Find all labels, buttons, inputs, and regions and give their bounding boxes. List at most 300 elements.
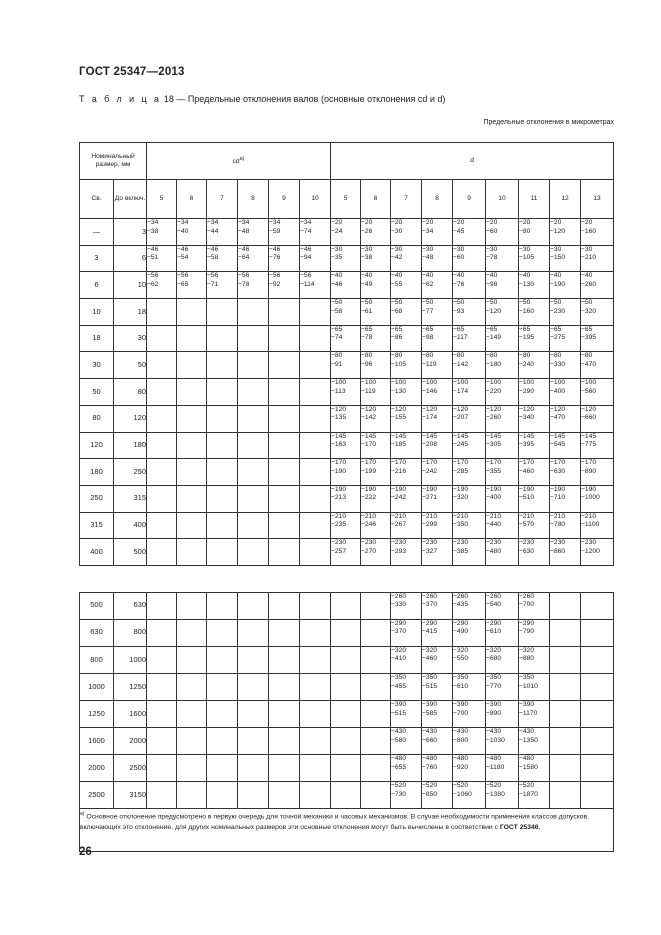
cd-value-cell [300,755,331,782]
quality-cd-7: 7 [207,180,238,219]
d-value-cell: −230 −480 [486,539,519,566]
d-value-cell: −320 −550 [453,646,486,673]
d-value-cell [361,673,391,700]
d-value-cell: −480 −920 [453,755,486,782]
d-value-cell: −30 −48 [422,245,453,272]
d-value-cell: −50 −68 [391,299,422,326]
table-row [80,272,614,299]
d-value-cell: −230 −293 [391,539,422,566]
d-value-cell: −210 −246 [361,512,391,539]
cd-value-cell [269,432,300,459]
d-value-cell: −80 −470 [581,352,614,379]
cd-value-cell [147,755,177,782]
d-value-cell: −65 −98 [422,325,453,352]
cd-value-cell [147,405,177,432]
cd-value-cell [147,432,177,459]
cd-value-cell [238,701,269,728]
d-value-cell: −390 −890 [486,701,519,728]
cd-value-cell [269,299,300,326]
size-from-cell: 6 [80,272,114,299]
size-to-cell: 400 [114,512,147,539]
d-value-cell: −30 −105 [519,245,550,272]
quality-d-5: 5 [331,180,361,219]
d-value-cell: −170 −242 [422,459,453,486]
cd-value-cell [238,728,269,755]
d-value-cell: −260 −435 [453,592,486,619]
d-value-cell: −50 −61 [361,299,391,326]
d-value-cell: −520 −850 [422,782,453,809]
d-value-cell: −65 −74 [331,325,361,352]
table-row [80,485,614,512]
d-value-cell: −190 −710 [550,485,581,512]
d-value-cell [331,782,361,809]
cd-value-cell [147,485,177,512]
cd-value-cell [300,782,331,809]
d-value-cell [550,646,581,673]
d-value-cell: −170 −630 [550,459,581,486]
d-value-cell: −230 −270 [361,539,391,566]
table-caption-prefix: Т а б л и ц а [79,94,162,104]
cd-value-cell [300,352,331,379]
d-value-cell [550,755,581,782]
d-value-cell: −120 −135 [331,405,361,432]
d-value-cell: −80 −105 [391,352,422,379]
cd-value-cell [207,782,238,809]
d-value-cell: −100 −119 [361,379,391,406]
d-value-cell: −120 −174 [422,405,453,432]
footnote-reference: ГОСТ 25346 [499,823,539,831]
cd-value-cell [147,701,177,728]
d-value-cell: −260 −370 [422,592,453,619]
d-value-cell: −170 −890 [581,459,614,486]
d-value-cell [581,592,614,619]
quality-d-10: 10 [486,180,519,219]
cd-value-cell [207,673,238,700]
d-value-cell [361,646,391,673]
table-row [80,405,614,432]
cd-value-cell [238,485,269,512]
d-value-cell: −50 −93 [453,299,486,326]
cd-value-cell [177,432,207,459]
cd-value-cell [269,755,300,782]
cd-value-cell [177,755,207,782]
cd-value-cell [238,673,269,700]
d-value-cell: −230 −327 [422,539,453,566]
d-value-cell: −260 −330 [391,592,422,619]
size-from-cell: 500 [80,592,114,619]
d-value-cell: −320 −680 [486,646,519,673]
cd-value-cell [177,701,207,728]
cd-value-cell [269,782,300,809]
d-value-cell: −430 −580 [391,728,422,755]
cd-value-cell [207,299,238,326]
d-value-cell: −30 −38 [361,245,391,272]
d-value-cell: −210 −570 [519,512,550,539]
d-value-cell: −145 −185 [391,432,422,459]
d-value-cell [331,646,361,673]
table-row [80,352,614,379]
d-value-cell: −190 −271 [422,485,453,512]
cd-value-cell [207,352,238,379]
d-value-cell: −20 −60 [486,219,519,246]
table-gap-row [80,565,614,592]
d-value-cell: −30 −42 [391,245,422,272]
nominal-size-header: Номинальный размер, мм [80,143,147,180]
table-body-upper [80,219,614,566]
to-header: До включ. [114,180,147,219]
page-number: 26 [79,846,92,858]
d-value-cell: −40 −130 [519,272,550,299]
size-to-cell: 1000 [114,646,147,673]
table-row [80,325,614,352]
size-to-cell: 120 [114,405,147,432]
cd-value-cell [300,701,331,728]
d-value-cell: −30 −150 [550,245,581,272]
cd-value-cell [207,755,238,782]
cd-value-cell [238,592,269,619]
quality-d-8: 8 [422,180,453,219]
size-from-cell: 400 [80,539,114,566]
d-value-cell [331,755,361,782]
cd-value-cell [207,485,238,512]
d-value-cell: −100 −130 [391,379,422,406]
cd-value-cell [238,379,269,406]
cd-value-cell [177,592,207,619]
cd-value-cell [238,539,269,566]
cd-value-cell [300,405,331,432]
cd-value-cell: −46 −54 [177,245,207,272]
size-to-cell: 50 [114,352,147,379]
cd-value-cell [147,782,177,809]
size-from-cell: 2500 [80,782,114,809]
size-to-cell: 1600 [114,701,147,728]
quality-d-12: 12 [550,180,581,219]
d-value-cell: −40 −55 [391,272,422,299]
d-value-cell: −20 −26 [361,219,391,246]
cd-value-cell [177,325,207,352]
size-to-cell: 315 [114,485,147,512]
d-value-cell: −20 −80 [519,219,550,246]
table-gap [80,565,614,592]
cd-value-cell [147,673,177,700]
d-value-cell: −65 −86 [391,325,422,352]
cd-value-cell: −46 −64 [238,245,269,272]
cd-value-cell [207,619,238,646]
cd-value-cell [177,352,207,379]
cd-value-cell [207,728,238,755]
cd-value-cell: −34 −48 [238,219,269,246]
d-value-cell: −120 −470 [550,405,581,432]
d-value-cell: −320 −460 [422,646,453,673]
d-value-cell: −40 −76 [453,272,486,299]
d-value-cell: −20 −24 [331,219,361,246]
size-from-cell: — [80,219,114,246]
size-to-cell: 500 [114,539,147,566]
cd-value-cell [147,379,177,406]
cd-value-cell [147,459,177,486]
header-row-groups [80,143,614,180]
cd-value-cell: −56 −71 [207,272,238,299]
cd-value-cell [207,701,238,728]
cd-value-cell [177,379,207,406]
d-value-cell: −210 −235 [331,512,361,539]
footnote-mark: а) [80,811,85,818]
size-from-cell: 18 [80,325,114,352]
cd-value-cell [269,673,300,700]
table-row [80,219,614,246]
d-value-cell: −20 −160 [581,219,614,246]
quality-cd-9: 9 [269,180,300,219]
size-to-cell: 800 [114,619,147,646]
d-value-cell: −120 −340 [519,405,550,432]
d-value-cell: −145 −170 [361,432,391,459]
size-from-cell: 2000 [80,755,114,782]
cd-value-cell [147,325,177,352]
d-value-cell: −350 −610 [453,673,486,700]
cd-value-cell [207,646,238,673]
d-value-cell: −50 −160 [519,299,550,326]
group-cd-header [147,143,331,180]
table-row [80,592,614,619]
cd-value-cell [269,619,300,646]
d-value-cell: −100 −174 [453,379,486,406]
size-from-cell: 30 [80,352,114,379]
cd-value-cell [147,646,177,673]
d-value-cell: −120 −660 [581,405,614,432]
table-row [80,755,614,782]
d-value-cell: −210 −780 [550,512,581,539]
cd-value-cell: −34 −44 [207,219,238,246]
d-value-cell [581,728,614,755]
d-value-cell: −290 −370 [391,619,422,646]
d-value-cell [331,728,361,755]
d-value-cell: −145 −545 [550,432,581,459]
d-value-cell: −520 −1380 [486,782,519,809]
d-value-cell: −80 −330 [550,352,581,379]
cd-value-cell [177,459,207,486]
cd-value-cell [300,646,331,673]
size-to-cell: 250 [114,459,147,486]
d-value-cell: −50 −120 [486,299,519,326]
d-value-cell: −80 −96 [361,352,391,379]
d-value-cell: −210 −267 [391,512,422,539]
d-value-cell: −390 −700 [453,701,486,728]
d-value-cell: −145 −245 [453,432,486,459]
size-from-cell: 315 [80,512,114,539]
table-row [80,673,614,700]
d-value-cell [361,592,391,619]
d-value-cell: −145 −305 [486,432,519,459]
cd-value-cell [269,379,300,406]
size-from-cell: 80 [80,405,114,432]
table-row [80,512,614,539]
table-row [80,619,614,646]
d-value-cell [550,782,581,809]
d-value-cell: −210 −1100 [581,512,614,539]
d-value-cell [550,701,581,728]
d-value-cell: −120 −260 [486,405,519,432]
cd-value-cell: −56 −78 [238,272,269,299]
d-value-cell: −50 −230 [550,299,581,326]
d-value-cell: −120 −207 [453,405,486,432]
cd-value-cell [238,459,269,486]
cd-value-cell [177,299,207,326]
cd-value-cell [177,673,207,700]
group-cd-footnote-mark: а) [239,156,245,163]
cd-value-cell [238,619,269,646]
d-value-cell: −170 −355 [486,459,519,486]
cd-value-cell [269,459,300,486]
d-value-cell: −100 −290 [519,379,550,406]
cd-value-cell: −56 −62 [147,272,177,299]
d-value-cell [581,646,614,673]
d-value-cell: −260 −540 [486,592,519,619]
size-to-cell: 3150 [114,782,147,809]
cd-value-cell [300,728,331,755]
d-value-cell: −230 −860 [550,539,581,566]
d-value-cell: −520 −730 [391,782,422,809]
d-value-cell: −210 −350 [453,512,486,539]
size-from-cell: 1000 [80,673,114,700]
header-row-qualities [80,180,614,219]
d-value-cell [361,728,391,755]
d-value-cell: −80 −240 [519,352,550,379]
document-code: ГОСТ 25347—2013 [79,66,185,78]
cd-value-cell [238,512,269,539]
cd-value-cell [269,728,300,755]
cd-value-cell: −34 −59 [269,219,300,246]
cd-value-cell [300,325,331,352]
cd-value-cell: −34 −38 [147,219,177,246]
from-header: Св. [80,180,114,219]
d-value-cell: −520 −1870 [519,782,550,809]
cd-value-cell [207,432,238,459]
d-value-cell: −40 −49 [361,272,391,299]
d-value-cell: −145 −163 [331,432,361,459]
d-value-cell [581,755,614,782]
d-value-cell: −190 −213 [331,485,361,512]
d-value-cell: −50 −58 [331,299,361,326]
cd-value-cell [207,592,238,619]
table-row [80,728,614,755]
d-value-cell: −40 −46 [331,272,361,299]
d-value-cell: −390 −1170 [519,701,550,728]
d-value-cell: −290 −610 [486,619,519,646]
cd-value-cell [300,485,331,512]
d-value-cell: −230 −1200 [581,539,614,566]
d-value-cell: −190 −1000 [581,485,614,512]
d-value-cell [331,673,361,700]
d-value-cell [331,592,361,619]
size-from-cell: 800 [80,646,114,673]
units-note: Предельные отклонения в микрометрах [483,119,614,126]
d-value-cell [331,701,361,728]
d-value-cell: −30 −60 [453,245,486,272]
d-value-cell: −80 −91 [331,352,361,379]
cd-value-cell [207,459,238,486]
d-value-cell [331,619,361,646]
cd-value-cell [300,432,331,459]
d-value-cell: −65 −275 [550,325,581,352]
cd-value-cell [147,592,177,619]
d-value-cell: −40 −62 [422,272,453,299]
d-value-cell: −210 −299 [422,512,453,539]
d-value-cell: −390 −585 [422,701,453,728]
d-value-cell: −480 −1580 [519,755,550,782]
cd-value-cell [238,432,269,459]
d-value-cell [550,592,581,619]
d-value-cell: −20 −34 [422,219,453,246]
d-value-cell: −65 −395 [581,325,614,352]
cd-value-cell [300,539,331,566]
size-to-cell: 30 [114,325,147,352]
cd-value-cell [238,782,269,809]
cd-value-cell: −46 −94 [300,245,331,272]
size-from-cell: 120 [80,432,114,459]
cd-value-cell: −46 −51 [147,245,177,272]
d-value-cell: −210 −440 [486,512,519,539]
cd-value-cell: −56 −92 [269,272,300,299]
cd-value-cell [207,379,238,406]
d-value-cell: −120 −155 [391,405,422,432]
d-value-cell: −350 −1010 [519,673,550,700]
cd-value-cell [300,619,331,646]
d-value-cell: −40 −98 [486,272,519,299]
d-value-cell [550,673,581,700]
cd-value-cell: −46 −76 [269,245,300,272]
quality-d-9: 9 [453,180,486,219]
size-to-cell: 80 [114,379,147,406]
cd-value-cell [269,485,300,512]
d-value-cell: −320 −410 [391,646,422,673]
cd-value-cell [147,299,177,326]
d-value-cell: −290 −490 [453,619,486,646]
cd-value-cell [147,619,177,646]
table-body-lower [80,592,614,809]
cd-value-cell [238,325,269,352]
size-from-cell: 630 [80,619,114,646]
quality-d-13: 13 [581,180,614,219]
cd-value-cell [269,405,300,432]
d-value-cell: −65 −195 [519,325,550,352]
size-to-cell: 6 [114,245,147,272]
size-from-cell: 1600 [80,728,114,755]
d-value-cell [581,673,614,700]
d-value-cell: −170 −460 [519,459,550,486]
table-row [80,299,614,326]
d-value-cell: −290 −415 [422,619,453,646]
cd-value-cell [300,592,331,619]
d-value-cell [361,619,391,646]
d-value-cell: −170 −285 [453,459,486,486]
size-to-cell: 180 [114,432,147,459]
size-from-cell: 10 [80,299,114,326]
d-value-cell: −430 −800 [453,728,486,755]
cd-value-cell [147,352,177,379]
cd-value-cell [177,485,207,512]
cd-value-cell [300,512,331,539]
size-to-cell: 630 [114,592,147,619]
cd-value-cell [177,539,207,566]
d-value-cell [581,619,614,646]
d-value-cell: −30 −35 [331,245,361,272]
size-from-cell: 3 [80,245,114,272]
table-row [80,782,614,809]
d-value-cell [550,619,581,646]
d-value-cell: −40 −190 [550,272,581,299]
cd-value-cell: −34 −40 [177,219,207,246]
d-value-cell: −190 −222 [361,485,391,512]
